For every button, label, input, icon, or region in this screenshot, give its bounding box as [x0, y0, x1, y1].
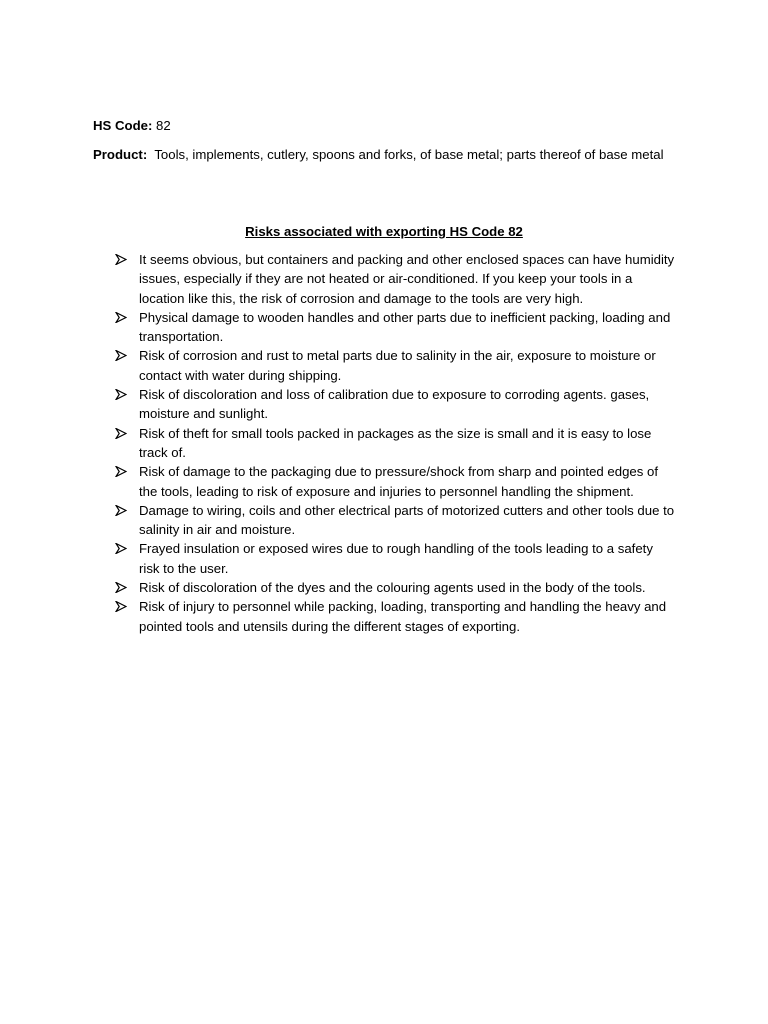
risk-list-item: [115, 597, 675, 636]
risk-item-text: It seems obvious, but containers and packing and other enclosed spaces can have humidity issues, especially if they are not heated or air-conditioned. If you keep your tools in a location like this, the risk of corrosion and damage to the tools are very high.: [139, 252, 675, 306]
hs-code-label: HS Code:: [93, 118, 153, 133]
risk-item-text: Risk of damage to the packaging due to pressure/shock from sharp and pointed edges of the tools, leading to risk of exposure and injuries to personnel handling the shipment.: [139, 464, 659, 499]
arrowhead-bullet-icon: [115, 597, 129, 616]
arrowhead-bullet-icon: [115, 308, 129, 327]
arrowhead-bullet-icon: [115, 578, 129, 597]
risk-item-text: Risk of discoloration and loss of calibration due to exposure to corroding agents. gases, moisture and sunlight.: [139, 387, 650, 422]
risk-list-item: [115, 539, 675, 578]
arrowhead-bullet-icon: [115, 539, 129, 558]
risk-item-text: Risk of corrosion and rust to metal parts due to salinity in the air, exposure to moisture or contact with water during shipping.: [139, 348, 656, 383]
risk-item-text: Risk of injury to personnel while packing, loading, transporting and handling the heavy and pointed tools and utensils during the different stages of exporting.: [139, 599, 667, 634]
risk-item-text: Risk of theft for small tools packed in packages as the size is small and it is easy to lose track of.: [139, 425, 652, 460]
arrowhead-bullet-icon: [115, 250, 129, 269]
risk-list-item: [115, 385, 675, 424]
risk-list-item: [115, 578, 675, 597]
risk-item-text: Damage to wiring, coils and other electrical parts of motorized cutters and other tools due to salinity in air and moisture.: [139, 502, 675, 538]
product-value: Tools, implements, cutlery, spoons and forks, of base metal; parts thereof of base metal: [154, 147, 664, 162]
risk-list-item: [115, 250, 675, 308]
arrowhead-bullet-icon: [115, 462, 129, 481]
hs-code-value: 82: [156, 118, 171, 133]
risk-item-text: Frayed insulation or exposed wires due to rough handling of the tools leading to a safety risk to the user.: [139, 541, 653, 576]
risk-list: [115, 250, 675, 636]
risk-item-text: Risk of discoloration of the dyes and the colouring agents used in the body of the tools.: [139, 580, 646, 596]
arrowhead-bullet-icon: [115, 501, 129, 520]
arrowhead-bullet-icon: [115, 385, 129, 404]
arrowhead-bullet-icon: [115, 346, 129, 365]
product-line: [93, 145, 683, 164]
risk-item-text: Physical damage to wooden handles and other parts due to inefficient packing, loading and transportation.: [139, 309, 671, 345]
hs-code-line: [93, 116, 171, 135]
risk-list-item: [115, 346, 675, 385]
risk-list-item: [115, 462, 675, 501]
risk-list-item: [115, 424, 675, 463]
section-heading: Risks associated with exporting HS Code 82: [245, 224, 523, 239]
arrowhead-bullet-icon: [115, 424, 129, 443]
risk-list-item: [115, 308, 675, 347]
product-label: Product:: [93, 147, 148, 162]
risk-list-item: [115, 501, 675, 540]
